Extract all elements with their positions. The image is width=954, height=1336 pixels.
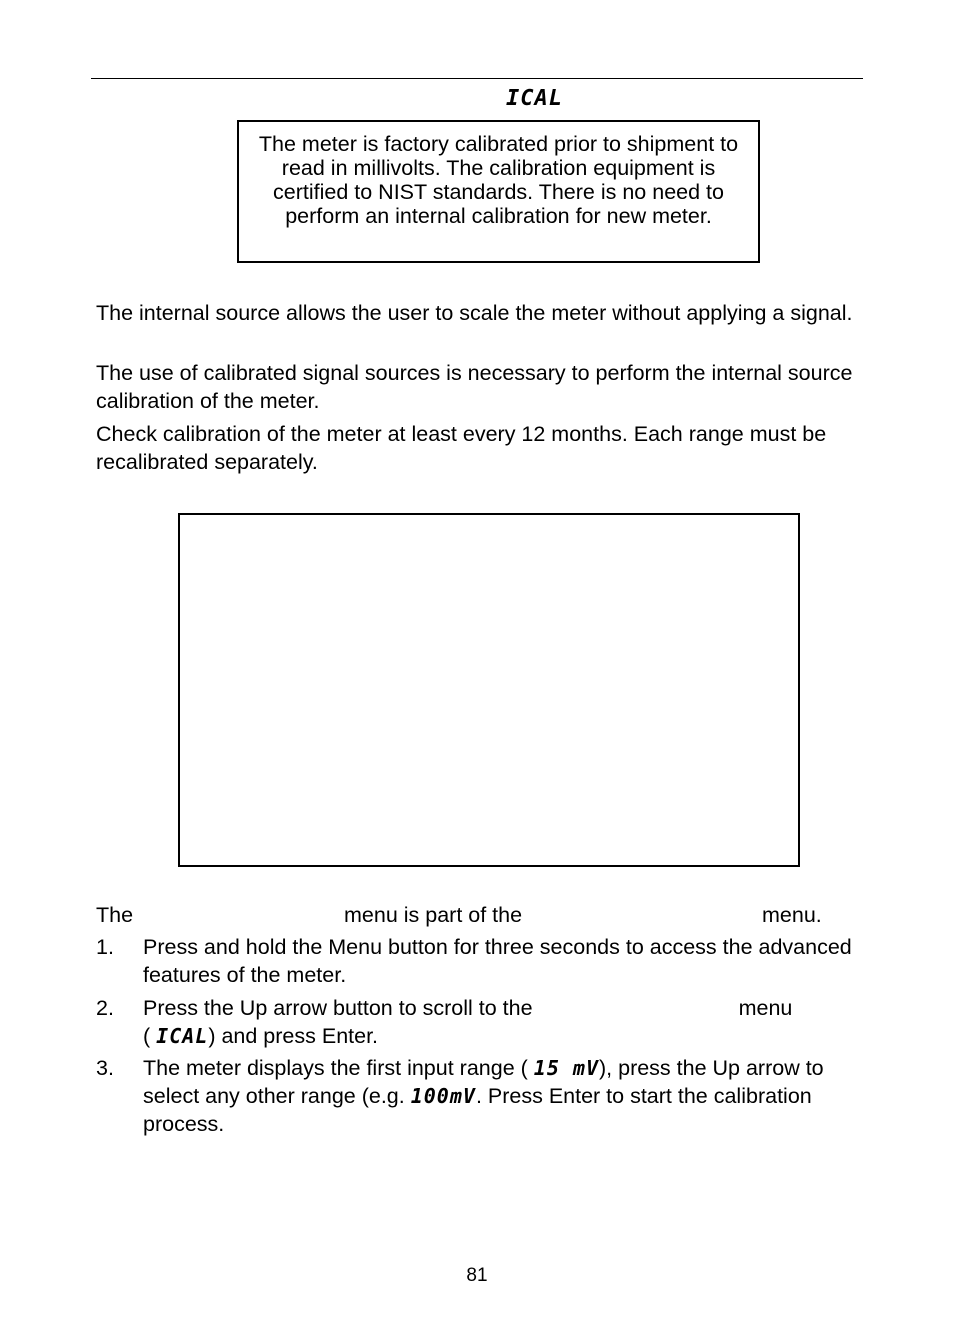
range-15mv-display-code: 15 mV <box>533 1056 599 1080</box>
step-2-open-paren: ( <box>143 1024 151 1048</box>
ical-display-code: ICAL <box>156 1024 209 1048</box>
notice-text: The meter is factory calibrated prior to shipment to read in millivolts. The calibration equipment is certified to NIST standards. There is no need to perform an internal calibration for new meter. <box>258 132 739 228</box>
step-2-text-b: menu <box>738 996 793 1020</box>
step-text <box>143 994 859 1050</box>
step-3-text-b: ), press the Up arrow to select any other range (e.g. <box>143 1056 824 1108</box>
step-2-text-d: ) and press Enter. <box>208 1024 379 1048</box>
page-number: 81 <box>466 1265 488 1286</box>
menu-line-the: The <box>96 903 134 927</box>
empty-figure-box <box>178 513 800 867</box>
step-3-text-c: . Press Enter to start the calibration process. <box>143 1084 812 1136</box>
step-number: 3. <box>96 1056 114 1080</box>
header-rule <box>91 78 863 79</box>
step-text <box>143 1054 859 1138</box>
menu-line-menu: menu. <box>762 903 822 927</box>
paragraph-calibrated-sources: The use of calibrated signal sources is necessary to perform the internal source calibration of the meter. <box>96 361 853 413</box>
step-2-text-a: Press the Up arrow button to scroll to the <box>143 996 533 1020</box>
range-100mv-display-code: 100mV <box>410 1084 476 1108</box>
step-number: 1. <box>96 935 114 959</box>
paragraph-check-calibration: Check calibration of the meter at least every 12 months. Each range must be recalibrated separately. <box>96 422 827 474</box>
paragraph-internal-source: The internal source allows the user to scale the meter without applying a signal. <box>96 301 853 325</box>
step-3-text-a: The meter displays the first input range ( <box>143 1056 528 1080</box>
section-heading-ical: ICAL <box>506 86 563 111</box>
menu-line-part-of: menu is part of the <box>344 903 523 927</box>
step-text: Press and hold the Menu button for three seconds to access the advanced features of the meter. <box>143 935 852 987</box>
step-number: 2. <box>96 996 114 1020</box>
calibration-notice-box <box>237 120 760 263</box>
